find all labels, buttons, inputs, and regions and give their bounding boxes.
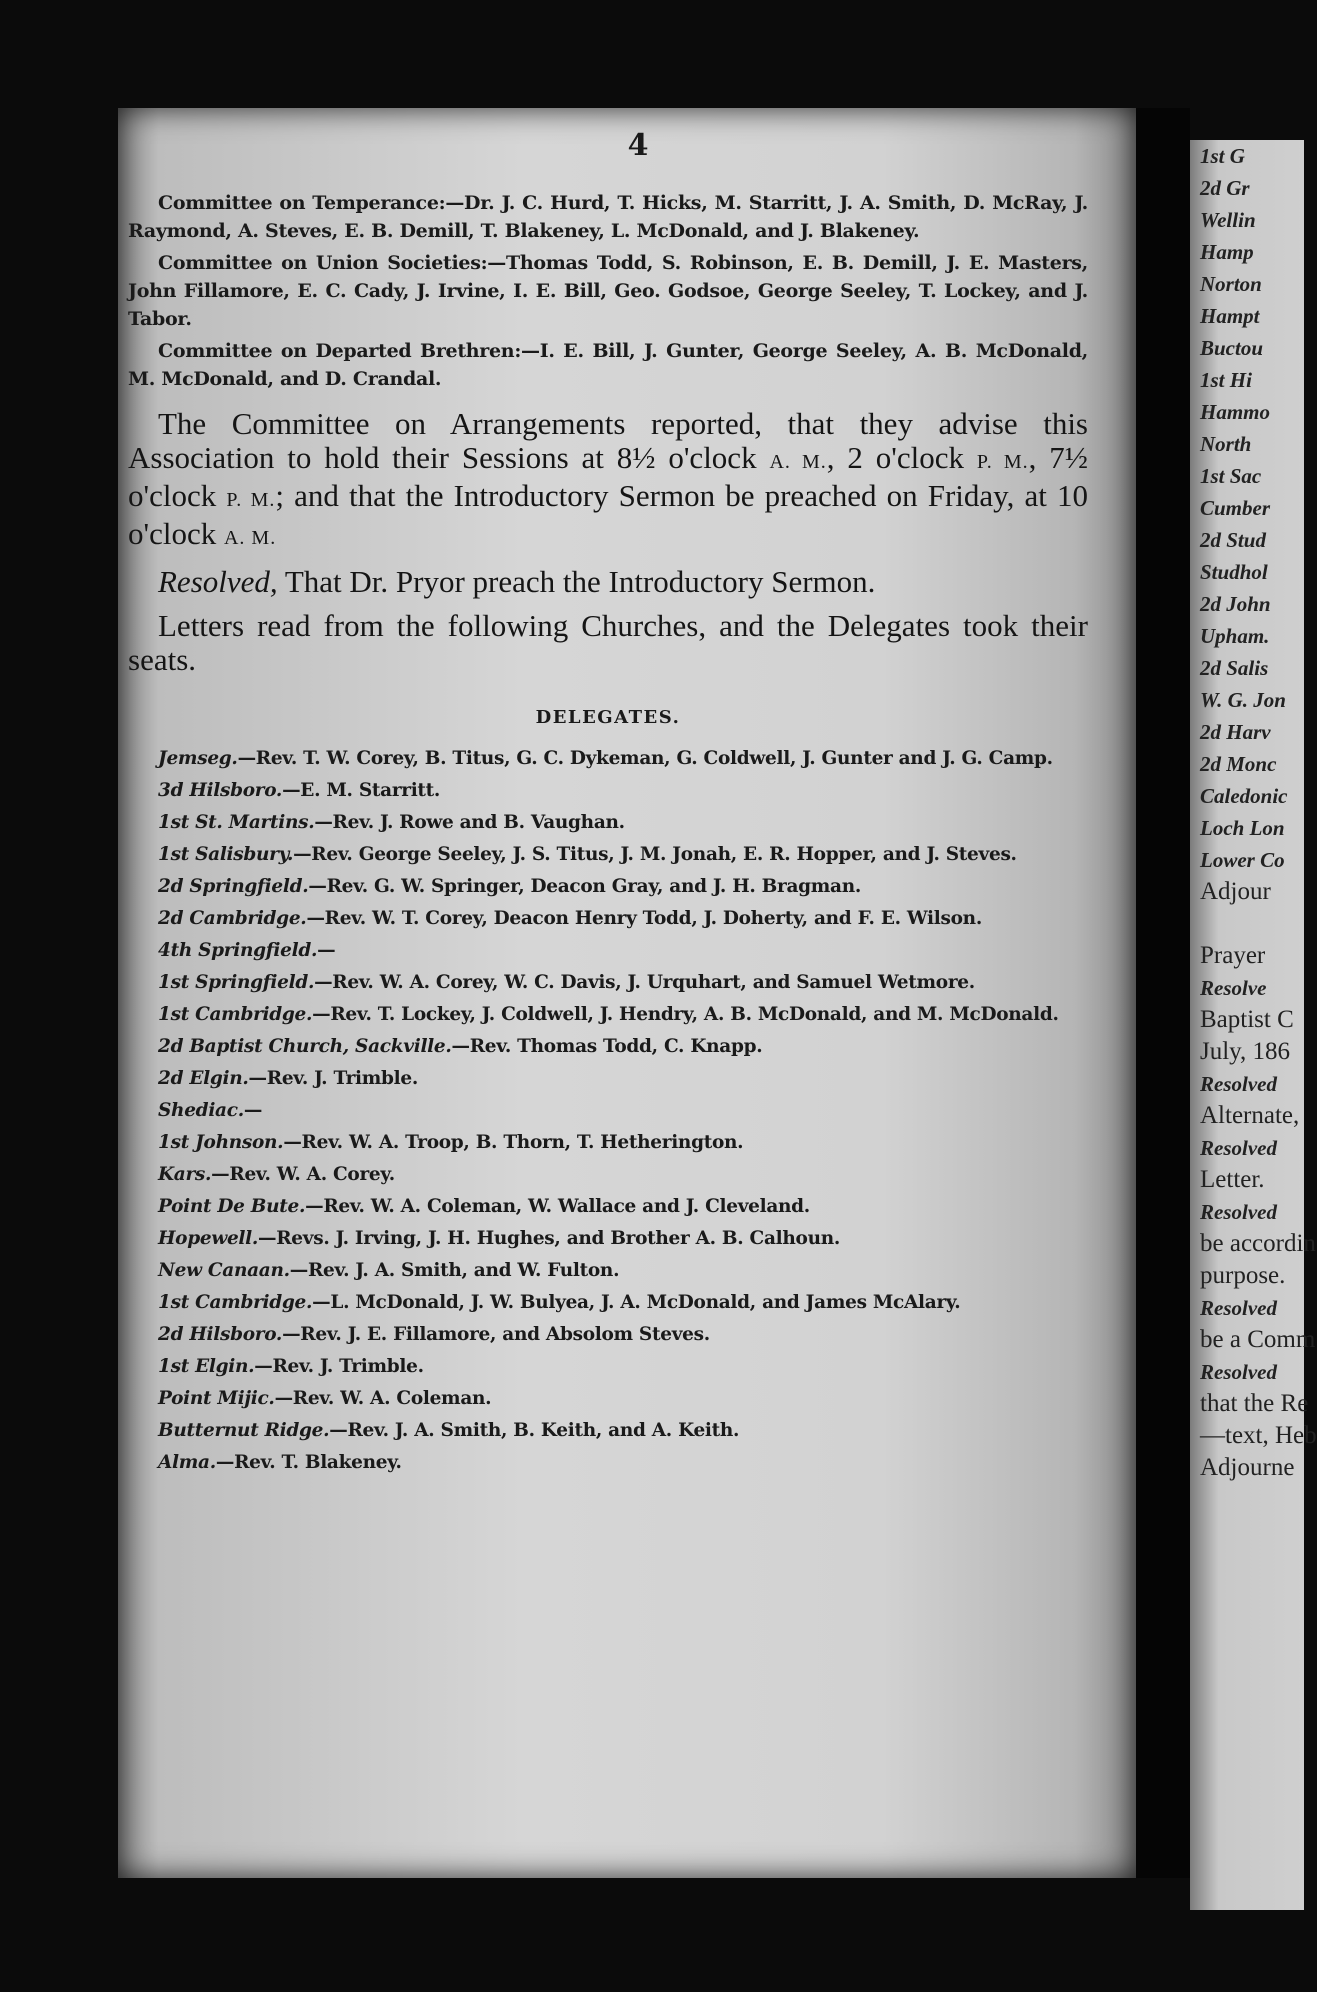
arrangements-text-1: The Committee on Arrangements reported, that they advise this Association to hold their Sessions at 8½ o'clock xyxy=(128,406,1088,475)
delegate-entry xyxy=(128,1032,1088,1061)
adjacent-page-fragment: —text, Heb xyxy=(1200,1422,1317,1449)
adjacent-page-fragment: Alternate, xyxy=(1200,1102,1300,1129)
delegate-names: —Rev. George Seeley, J. S. Titus, J. M. Jonah, E. R. Hopper, and J. Steves. xyxy=(293,844,1017,865)
church-name: 3d Hilsboro. xyxy=(158,780,283,801)
time-pm-1: P. M. xyxy=(976,451,1029,473)
delegate-entry xyxy=(128,1000,1088,1029)
delegate-names: —Rev. T. Blakeney. xyxy=(215,1452,402,1473)
time-am-1: A. M. xyxy=(769,451,827,473)
adjacent-page-fragment: Hamp xyxy=(1200,240,1254,264)
delegate-entry xyxy=(128,1192,1088,1221)
delegate-entry xyxy=(128,936,1088,965)
adjacent-page-fragment: Resolved xyxy=(1200,1296,1277,1320)
adjacent-page-fragment: North xyxy=(1200,432,1252,456)
delegate-entry xyxy=(128,1352,1088,1381)
church-name: Shediac. xyxy=(158,1100,244,1121)
adjacent-page-fragment: 2d Stud xyxy=(1200,528,1266,552)
delegates-heading: DELEGATES. xyxy=(535,707,681,728)
delegate-names: —Rev. Thomas Todd, C. Knapp. xyxy=(451,1036,763,1057)
adjacent-page-fragment: be a Comm xyxy=(1200,1326,1316,1353)
arrangements-text-3: , 7½ o'clock xyxy=(128,440,1088,513)
adjacent-page-fragment: Resolved xyxy=(1200,1136,1277,1160)
church-name: 2d Hilsboro. xyxy=(158,1324,283,1345)
delegate-entry xyxy=(128,872,1088,901)
church-name: 1st Elgin. xyxy=(158,1356,255,1377)
church-name: 1st Salisbury. xyxy=(158,844,294,865)
arrangements-paragraph xyxy=(128,407,1088,555)
adjacent-page-fragment: Norton xyxy=(1200,272,1262,296)
adjacent-page-fragment: be accordin xyxy=(1200,1230,1316,1257)
delegate-names: —Rev. G. W. Springer, Deacon Gray, and J. H. Bragman. xyxy=(308,876,862,897)
delegate-entry xyxy=(128,776,1088,805)
adjacent-page-fragment: Resolve xyxy=(1200,976,1267,1000)
delegate-entry xyxy=(128,1160,1088,1189)
delegate-names: —Rev. J. E. Fillamore, and Absolom Steves. xyxy=(282,1324,710,1345)
page-gutter xyxy=(1136,108,1190,1878)
delegate-entry xyxy=(128,1448,1088,1477)
resolved-label: Resolved, xyxy=(158,564,278,599)
adjacent-page-fragment: Caledonic xyxy=(1200,784,1288,808)
delegate-names: —Rev. J. A. Smith, and W. Fulton. xyxy=(289,1260,620,1281)
adjacent-page-fragment: 2d John xyxy=(1200,592,1271,616)
adjacent-page-fragment: Studhol xyxy=(1200,560,1268,584)
delegate-names: —Revs. J. Irving, J. H. Hughes, and Brother A. B. Calhoun. xyxy=(258,1228,841,1249)
delegate-names: —Rev. T. W. Corey, B. Titus, G. C. Dykeman, G. Coldwell, J. Gunter and J. G. Camp. xyxy=(237,748,1053,769)
arrangements-text-4: ; and that the Introductory Sermon be preached on Friday, at 10 o'clock xyxy=(128,478,1088,551)
church-name: 1st Cambridge. xyxy=(158,1292,313,1313)
delegates-list xyxy=(128,744,1088,1477)
adjacent-page-fragment: July, 186 xyxy=(1200,1038,1291,1065)
adjacent-page-fragment: Upham. xyxy=(1200,624,1270,648)
delegate-entry xyxy=(128,1384,1088,1413)
adjacent-page-fragment: Wellin xyxy=(1200,208,1256,232)
adjacent-page-fragment: that the Re xyxy=(1200,1390,1309,1417)
church-name: Hopewell. xyxy=(158,1228,259,1249)
delegate-names: —Rev. W. A. Troop, B. Thorn, T. Hetherington. xyxy=(283,1132,744,1153)
delegate-entry xyxy=(128,1256,1088,1285)
delegate-entry xyxy=(128,968,1088,997)
delegate-entry xyxy=(128,1064,1088,1093)
delegate-entry xyxy=(128,1288,1088,1317)
adjacent-page-fragment: 2d Salis xyxy=(1200,656,1269,680)
church-name: 1st Springfield. xyxy=(158,972,315,993)
adjacent-page-fragment: Resolved xyxy=(1200,1360,1277,1384)
adjacent-page-fragment: Baptist C xyxy=(1200,1006,1294,1033)
church-name: Kars. xyxy=(158,1164,212,1185)
delegate-entry xyxy=(128,744,1088,773)
delegate-entry xyxy=(128,808,1088,837)
adjacent-page-fragment: Resolved xyxy=(1200,1072,1277,1096)
adjacent-page-fragment: 1st G xyxy=(1200,144,1245,168)
time-am-2: A. M. xyxy=(223,527,277,549)
church-name: 2d Cambridge. xyxy=(158,908,307,929)
adjacent-page-fragment: Resolved xyxy=(1200,1200,1277,1224)
adjacent-page-fragment: Loch Lon xyxy=(1200,816,1285,840)
church-name: 1st St. Martins. xyxy=(158,812,315,833)
letters-paragraph: Letters read from the following Churches, and the Delegates took their seats. xyxy=(128,608,1088,677)
adjacent-page-fragment: Adjour xyxy=(1200,878,1271,905)
adjacent-page-fragment: 2d Monc xyxy=(1200,752,1277,776)
time-pm-2: P. M. xyxy=(226,489,276,511)
church-name: 1st Johnson. xyxy=(158,1132,284,1153)
delegate-names: —Rev. W. A. Coleman. xyxy=(274,1388,492,1409)
delegate-names: —E. M. Starritt. xyxy=(282,780,441,801)
adjacent-page-fragment: W. G. Jon xyxy=(1200,688,1286,712)
church-name: Jemseg. xyxy=(158,748,238,769)
adjacent-page-fragment: 1st Hi xyxy=(1200,368,1252,392)
delegate-names: — xyxy=(243,1100,263,1121)
delegate-names: — xyxy=(317,940,336,961)
adjacent-page-fragment: Cumber xyxy=(1200,496,1271,520)
delegate-names: —Rev. J. Trimble. xyxy=(248,1068,419,1089)
resolved-paragraph xyxy=(128,565,1088,599)
adjacent-page-fragment: purpose. xyxy=(1200,1262,1286,1289)
delegate-names: —Rev. J. Rowe and B. Vaughan. xyxy=(314,812,625,833)
church-name: Butternut Ridge. xyxy=(158,1420,330,1441)
adjacent-page-fragment: 2d Harv xyxy=(1200,720,1271,744)
delegate-entry xyxy=(128,1096,1088,1125)
adjacent-page-fragment: Adjourne xyxy=(1200,1454,1295,1481)
adjacent-page-edge xyxy=(1190,140,1317,1910)
delegate-names: —Rev. W. T. Corey, Deacon Henry Todd, J. Doherty, and F. E. Wilson. xyxy=(306,908,982,929)
delegate-entry xyxy=(128,1128,1088,1157)
page-number: 4 xyxy=(627,128,649,163)
church-name: 4th Springfield. xyxy=(158,940,318,961)
delegate-names: —Rev. W. A. Coleman, W. Wallace and J. Cleveland. xyxy=(305,1196,810,1217)
church-name: 2d Baptist Church, Sackville. xyxy=(158,1036,452,1057)
committee-departed-brethren: Committee on Departed Brethren:—I. E. Bill, J. Gunter, George Seeley, A. B. McDonald, M. McDonald, and D. Crandal. xyxy=(128,340,1088,390)
delegate-entry xyxy=(128,1416,1088,1445)
church-name: Point Mijic. xyxy=(158,1388,275,1409)
delegate-names: —Rev. W. A. Corey. xyxy=(211,1164,395,1185)
delegate-names: —Rev. W. A. Corey, W. C. Davis, J. Urquhart, and Samuel Wetmore. xyxy=(314,972,975,993)
adjacent-page-fragment: Letter. xyxy=(1200,1166,1265,1193)
adjacent-page-fragment xyxy=(1190,908,1304,940)
church-name: 2d Springfield. xyxy=(158,876,309,897)
adjacent-page-fragment: 2d Gr xyxy=(1200,176,1250,200)
church-name: Alma. xyxy=(158,1452,216,1473)
committee-temperance: Committee on Temperance:—Dr. J. C. Hurd, T. Hicks, M. Starritt, J. A. Smith, D. McRay, J. Raymond, A. Steves, E. B. Demill, T. Blakeney, L. McDonald, and J. Blakeney. xyxy=(128,192,1088,242)
page-content xyxy=(128,128,1088,1480)
church-name: New Canaan. xyxy=(158,1260,290,1281)
church-name: 1st Cambridge. xyxy=(158,1004,313,1025)
resolved-text: That Dr. Pryor preach the Introductory Sermon. xyxy=(277,564,876,599)
committee-union-societies: Committee on Union Societies:—Thomas Todd, S. Robinson, E. B. Demill, J. E. Masters, John Fillamore, E. C. Cady, J. Irvine, I. E. Bill, Geo. Godsoe, George Seeley, T. Lockey, and J. Tabor. xyxy=(128,252,1088,330)
delegate-names: —L. McDonald, J. W. Bulyea, J. A. McDonald, and James McAlary. xyxy=(312,1292,961,1313)
delegate-entry xyxy=(128,1224,1088,1253)
delegate-entry xyxy=(128,840,1088,869)
adjacent-page-fragment: Hammo xyxy=(1200,400,1271,424)
adjacent-page-fragment: Hampt xyxy=(1200,304,1260,328)
adjacent-page-fragment: Prayer xyxy=(1200,942,1266,969)
church-name: Point De Bute. xyxy=(158,1196,306,1217)
delegate-entry xyxy=(128,1320,1088,1349)
delegate-names: —Rev. T. Lockey, J. Coldwell, J. Hendry, A. B. McDonald, and M. McDonald. xyxy=(312,1004,1059,1025)
adjacent-page-fragment: 1st Sac xyxy=(1200,464,1262,488)
delegate-entry xyxy=(128,904,1088,933)
arrangements-text-2: , 2 o'clock xyxy=(826,440,964,475)
delegate-names: —Rev. J. A. Smith, B. Keith, and A. Keith. xyxy=(329,1420,740,1441)
adjacent-page-fragment: Lower Co xyxy=(1200,848,1285,872)
adjacent-page-fragment: Buctou xyxy=(1200,336,1264,360)
delegate-names: —Rev. J. Trimble. xyxy=(254,1356,424,1377)
church-name: 2d Elgin. xyxy=(158,1068,249,1089)
